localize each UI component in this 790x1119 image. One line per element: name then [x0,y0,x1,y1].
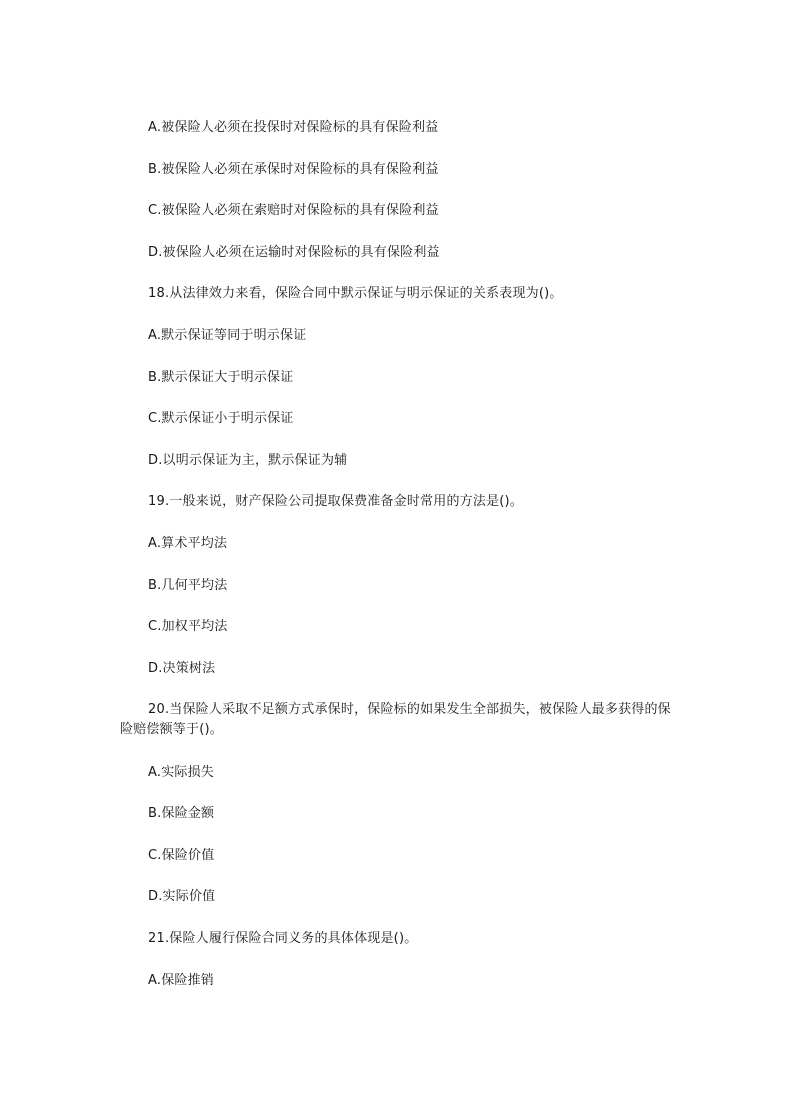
option-a: A.算术平均法 [148,536,228,551]
option-b: B.保险金额 [148,806,215,821]
option-d: D.以明示保证为主，默示保证为辅 [148,453,348,468]
question-21: 21.保险人履行保险合同义务的具体体现是()。 [148,931,418,946]
option-b: B.被保险人必须在承保时对保险标的具有保险利益 [148,162,439,177]
option-c: C.保险价值 [148,848,215,863]
question-20: 20.当保险人采取不足额方式承保时，保险标的如果发生全部损失，被保险人最多获得的保险赔偿额等于()。 [120,702,671,737]
question-19: 19.一般来说，财产保险公司提取保费准备金时常用的方法是()。 [148,494,524,509]
option-d: D.被保险人必须在运输时对保险标的具有保险利益 [148,245,440,260]
option-a: A.默示保证等同于明示保证 [148,328,307,343]
option-c: C.被保险人必须在索赔时对保险标的具有保险利益 [148,203,439,218]
option-a: A.被保险人必须在投保时对保险标的具有保险利益 [148,120,439,135]
option-d: D.决策树法 [148,661,216,676]
option-a: A.实际损失 [148,765,214,780]
question-18: 18.从法律效力来看，保险合同中默示保证与明示保证的关系表现为()。 [148,286,563,301]
option-c: C.默示保证小于明示保证 [148,411,294,426]
option-d: D.实际价值 [148,889,216,904]
option-b: B.几何平均法 [148,578,228,593]
option-a: A.保险推销 [148,973,214,988]
option-c: C.加权平均法 [148,619,228,634]
option-b: B.默示保证大于明示保证 [148,370,294,385]
